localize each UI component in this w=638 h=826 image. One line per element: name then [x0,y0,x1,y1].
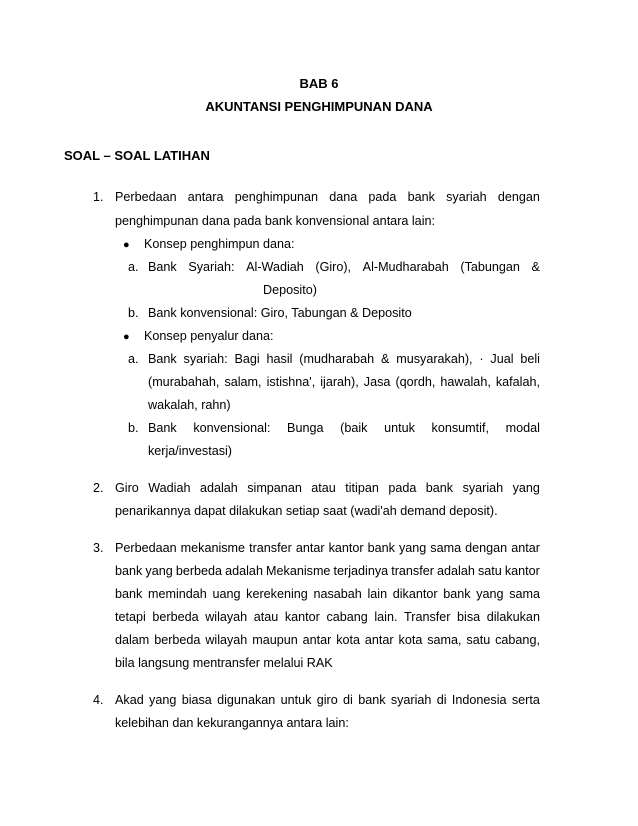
word: bank [115,587,143,601]
word: Jual [490,352,514,366]
word: Akad [115,693,144,707]
word: satu [466,633,491,647]
word: (mudharabah [299,352,375,366]
word: syariah [446,190,487,204]
word: bank [115,564,143,578]
word: yang [149,693,177,707]
word: pada [368,190,397,204]
word: musyarakah), [396,352,473,366]
word: atau [311,481,336,495]
word: sama, [427,633,462,647]
word: Jasa [363,375,391,389]
word: Perbedaan [115,190,177,204]
word: (baik [340,421,368,435]
word: biasa [181,693,212,707]
word: wilayah [205,610,248,624]
q1-b2-a-line-1 [148,352,540,366]
word: berbeda [154,633,201,647]
word: serta [511,693,540,707]
q3-line-2 [115,564,540,578]
word: hasil [266,352,293,366]
word: lain. [374,610,398,624]
word: antar [302,633,332,647]
word: Bagi [234,352,260,366]
q3-line-1 [115,541,540,555]
word: bank [407,190,435,204]
q3-line-3 [115,587,540,601]
q1-b1-b-text: Bank konvensional: Giro, Tabungan & Deposito [148,306,412,320]
word: satu [477,564,502,578]
word: transfer [249,541,292,555]
word: Bunga [287,421,324,435]
word: nasabah [313,587,362,601]
word: (Giro), [315,260,352,274]
word: terjadinya [333,564,389,578]
word: kantor [284,610,320,624]
q1-b1-a-line-2: Deposito) [263,283,317,297]
word: di [343,693,353,707]
word: dengan [497,190,540,204]
q1-b2-a-line-3: wakalah, rahn) [148,398,231,412]
word: berbeda [175,564,223,578]
word: Al-Wadiah [246,260,304,274]
q1-b1-a-line-1 [148,260,540,274]
section-heading: SOAL – SOAL LATIHAN [64,148,210,163]
word: (murabahah, [148,375,220,389]
word: sama [509,587,540,601]
word: dalam [115,633,150,647]
word: yang [145,564,173,578]
q1-line-1 [115,190,540,204]
question-number: 3. [93,541,104,555]
word: atau [253,610,279,624]
word: dikantor [392,587,438,601]
q4-line-2: kelebihan dan kekurangannya antara lain: [115,716,349,730]
word: Al-Mudharabah [362,260,449,274]
q1-b2-a-line-2 [148,375,540,389]
word: di [436,693,447,707]
word: konvensional: [193,421,271,435]
word: pada [388,481,417,495]
word: Mekanisme [266,564,331,578]
word: hawalah, [440,375,491,389]
word: yang [398,541,427,555]
word: berbeda [152,610,199,624]
word: Bank [148,352,177,366]
word: cabang, [495,633,540,647]
q1-bullet-1-label: Konsep penghimpun dana: [144,237,295,251]
word: bank [443,587,471,601]
list-marker: a. [128,352,139,366]
word: syariah [462,481,504,495]
list-marker: a. [128,260,139,274]
word: antara [187,190,224,204]
word: dengan [465,541,508,555]
word: istishna', [266,375,316,389]
q3-line-4 [115,610,540,624]
word: kantor [504,564,540,578]
word: (Tabungan [460,260,520,274]
word: maupun [252,633,298,647]
word: konsumtif, [431,421,489,435]
word: antar [511,541,540,555]
word: lain [367,587,388,601]
word: uang [212,587,241,601]
question-number: 1. [93,190,104,204]
word: Wadiah [148,481,191,495]
word: adalah [437,564,475,578]
word: adalah [225,564,263,578]
word: penghimpunan [234,190,319,204]
q1-line-2: penghimpunan dana pada bank konvensional antara lain: [115,214,435,228]
word: dana [329,190,358,204]
word: Bank [148,260,177,274]
word: kantor [328,541,364,555]
q1-bullet-2-label: Konsep penyalur dana: [144,329,274,343]
word: antar [295,541,325,555]
word: adalah [199,481,238,495]
q2-line-2: penarikannya dapat dilakukan setiap saat (wadi'ah demand deposit). [115,504,498,518]
word: ijarah), [320,375,359,389]
word: (qordh, [395,375,436,389]
word: Giro [115,481,139,495]
word: yang [512,481,540,495]
word: kerekening [246,587,308,601]
word: cabang [326,610,368,624]
word: bisa [457,610,481,624]
word: simpanan [247,481,302,495]
word: yang [476,587,504,601]
question-number: 2. [93,481,104,495]
word: kota [398,633,423,647]
bullet-icon: ● [123,331,130,343]
q2-line-1 [115,481,540,495]
word: kafalah, [495,375,540,389]
word: giro [316,693,338,707]
word: Syariah: [188,260,235,274]
word: salam, [224,375,262,389]
word: untuk [384,421,415,435]
q3-line-5 [115,633,540,647]
q1-b2-b-line-2: kerja/investasi) [148,444,232,458]
word: beli [520,352,540,366]
word: dilakukan [486,610,540,624]
bullet-icon: ● [123,239,130,251]
word: bank [425,481,454,495]
word: modal [505,421,540,435]
word: Indonesia [451,693,507,707]
word: untuk [280,693,312,707]
word: Bank [148,421,177,435]
q1-b2-b-line-1 [148,421,540,435]
word: bank [367,541,395,555]
word: titipan [345,481,379,495]
word: kota [336,633,361,647]
word: transfer [391,564,434,578]
word: bank [358,693,386,707]
word: sama [430,541,462,555]
word: memindah [147,587,207,601]
word: antar [364,633,394,647]
list-marker: b. [128,306,139,320]
question-number: 4. [93,693,104,707]
word: & [531,260,540,274]
word: · [479,352,484,366]
word: Perbedaan [115,541,177,555]
word: mekanisme [180,541,246,555]
word: syariah: [183,352,228,366]
list-marker: b. [128,421,139,435]
word: Transfer [404,610,451,624]
word: & [381,352,390,366]
chapter-title: BAB 6 [299,76,339,91]
word: syariah [390,693,432,707]
chapter-subject: AKUNTANSI PENGHIMPUNAN DANA [205,99,433,114]
word: tetapi [115,610,146,624]
word: digunakan [217,693,276,707]
word: wilayah [205,633,248,647]
q3-line-6: bila langsung mentransfer melalui RAK [115,656,333,670]
q4-line-1 [115,693,540,707]
